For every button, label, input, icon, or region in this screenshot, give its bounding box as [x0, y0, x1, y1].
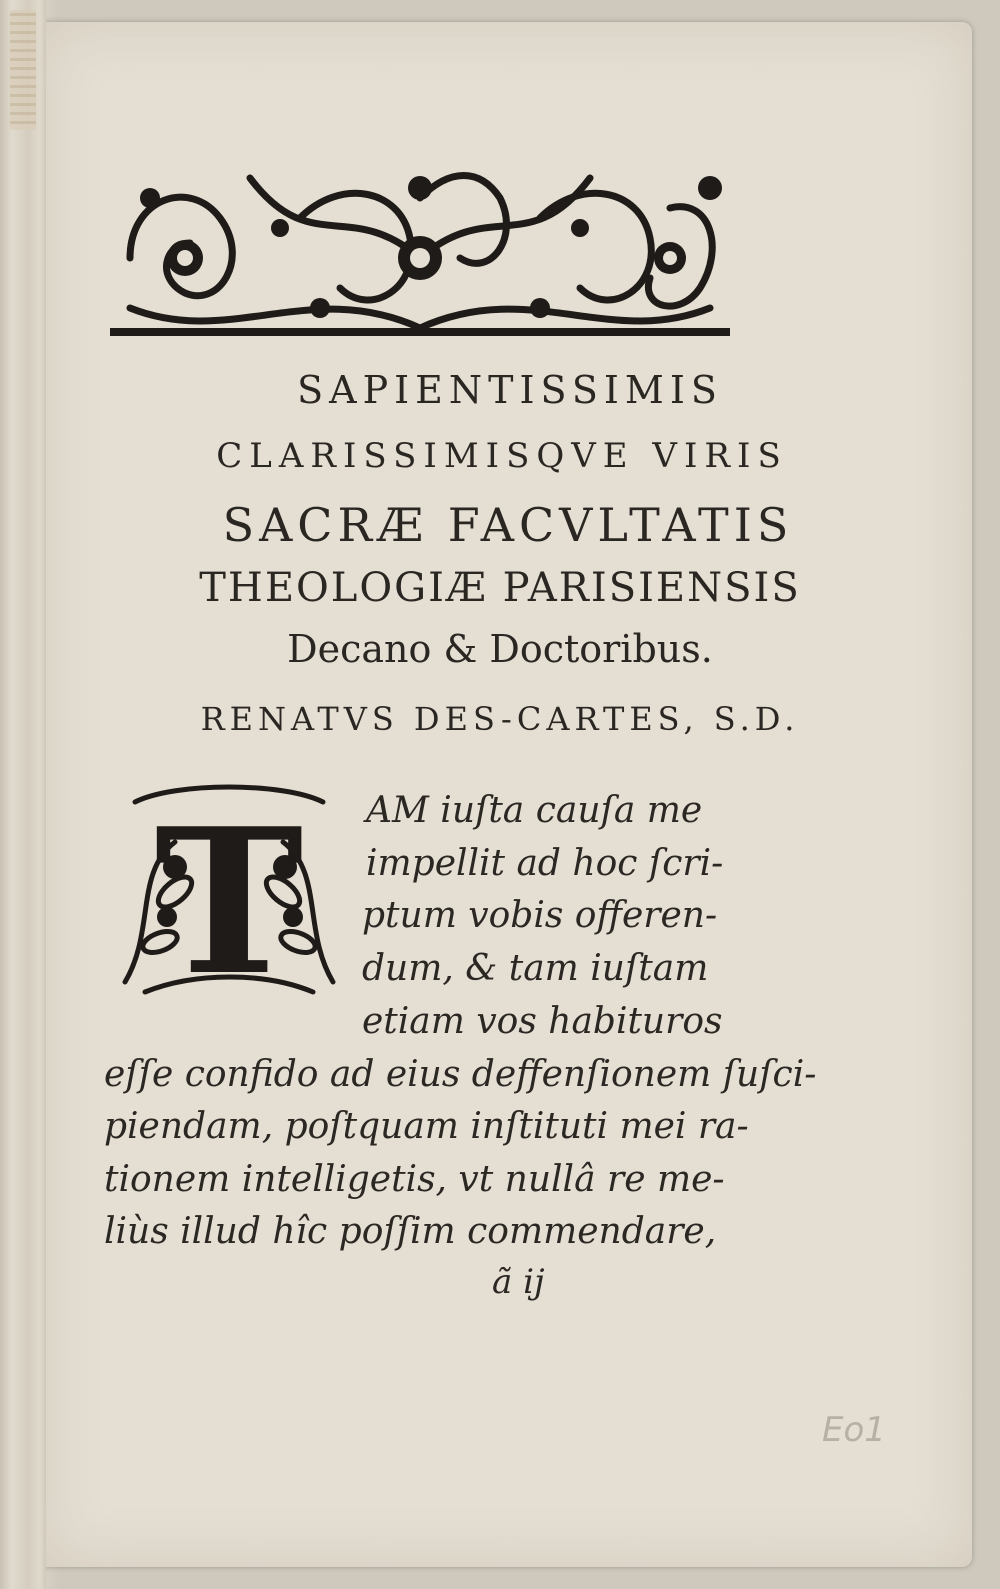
- title-line-3: SACRÆ FACVLTATIS: [222, 498, 794, 552]
- text-line-3: ptum vobis offeren-: [362, 895, 718, 936]
- title-line-4: THEOLOGIÆ PARISIENSIS: [199, 565, 801, 611]
- binding-edge: [0, 0, 46, 1589]
- binding-stitch: [10, 10, 36, 130]
- text-line-1: AM iuſta cauſa me: [366, 790, 703, 831]
- text-line-6: eſſe confido ad eius deffenſionem ſuſci-: [104, 1054, 817, 1095]
- text-line-5: etiam vos habituros: [362, 1001, 723, 1042]
- author-salutation: RENATVS DES-CARTES, S.D.: [200, 700, 800, 738]
- title-line-1: SAPIENTISSIMIS: [297, 368, 723, 412]
- text-line-2: impellit ad hoc ſcri-: [366, 843, 724, 884]
- signature-mark: ã ij: [492, 1262, 545, 1302]
- title-line-5: Decano & Doctoribus.: [287, 627, 713, 671]
- text-line-9: liùs illud hîc poſſim commendare,: [104, 1211, 717, 1252]
- text-line-7: piendam, poſtquam inſtituti mei ra-: [104, 1106, 749, 1147]
- text-line-8: tionem intelligetis, vt nullâ re me-: [104, 1159, 725, 1200]
- text-line-4: dum, & tam iuſtam: [362, 948, 709, 989]
- initial-letter: T: [154, 785, 304, 1008]
- pencil-annotation: Eo1: [822, 1410, 886, 1450]
- headpiece-ornament: [110, 158, 730, 356]
- decorated-initial-t: [115, 782, 343, 1008]
- title-line-2: CLARISSIMISQVE VIRIS: [216, 436, 788, 476]
